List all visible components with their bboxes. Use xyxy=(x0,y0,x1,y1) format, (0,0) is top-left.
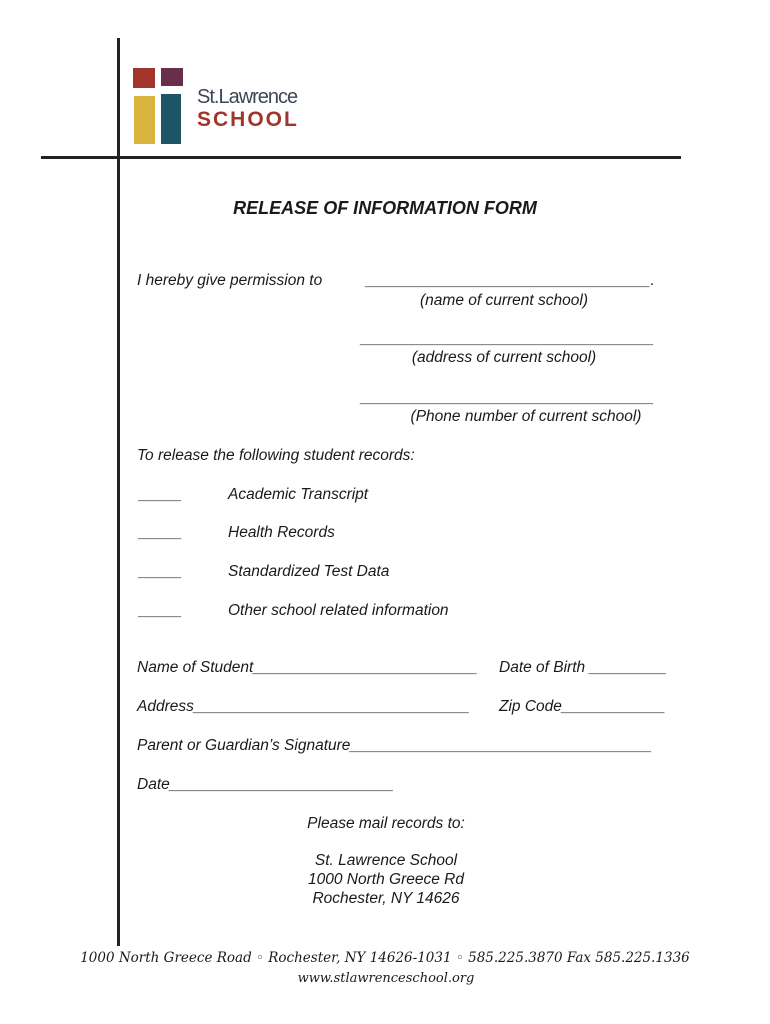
date-of-birth-field[interactable]: Date of Birth _________ xyxy=(499,659,668,676)
vertical-rule xyxy=(117,38,120,946)
school-address-blank[interactable]: __________________________________ xyxy=(361,330,655,347)
record-label: Standardized Test Data xyxy=(228,563,390,580)
school-phone-blank[interactable]: __________________________________ xyxy=(361,389,655,406)
permission-label: I hereby give permission to xyxy=(137,272,323,289)
logo-name-line1: St.Lawrence xyxy=(197,86,298,108)
address-field[interactable]: Address________________________________ xyxy=(137,698,470,715)
record-label: Health Records xyxy=(228,524,335,541)
record-checkbox-blank[interactable]: _____ xyxy=(139,563,183,580)
form-title: RELEASE OF INFORMATION FORM xyxy=(233,198,537,218)
record-label: Other school related information xyxy=(228,602,449,619)
student-name-field[interactable]: Name of Student__________________________ xyxy=(137,659,478,676)
school-address-caption: (address of current school) xyxy=(411,349,597,366)
record-checkbox-blank[interactable]: _____ xyxy=(139,486,183,503)
school-phone-caption: (Phone number of current school) xyxy=(410,408,642,425)
signature-field[interactable]: Parent or Guardian’s Signature___________________________________ xyxy=(137,737,653,754)
record-checkbox-blank[interactable]: _____ xyxy=(139,602,183,619)
zip-code-field[interactable]: Zip Code____________ xyxy=(499,698,666,715)
logo-name-line2: SCHOOL xyxy=(197,108,299,131)
school-name-caption: (name of current school) xyxy=(420,292,588,309)
date-field[interactable]: Date__________________________ xyxy=(137,776,394,793)
footer-address: 1000 North Greece Road ◦ Rochester, NY 14626-1031 ◦ 585.225.3870 Fax 585.225.1336 xyxy=(80,950,690,966)
horizontal-rule xyxy=(41,156,681,159)
mail-heading: Please mail records to: xyxy=(307,815,465,832)
mail-school-name: St. Lawrence School xyxy=(314,852,458,869)
record-checkbox-blank[interactable]: _____ xyxy=(139,524,183,541)
school-name-blank[interactable]: _________________________________. xyxy=(366,272,655,289)
footer-website[interactable]: www.stlawrenceschool.org xyxy=(297,971,475,986)
cross-logo-icon xyxy=(131,66,187,148)
mail-street: 1000 North Greece Rd xyxy=(308,871,464,888)
record-label: Academic Transcript xyxy=(228,486,369,503)
mail-city: Rochester, NY 14626 xyxy=(312,890,460,907)
school-logo xyxy=(131,66,311,148)
records-intro: To release the following student records: xyxy=(137,447,415,464)
